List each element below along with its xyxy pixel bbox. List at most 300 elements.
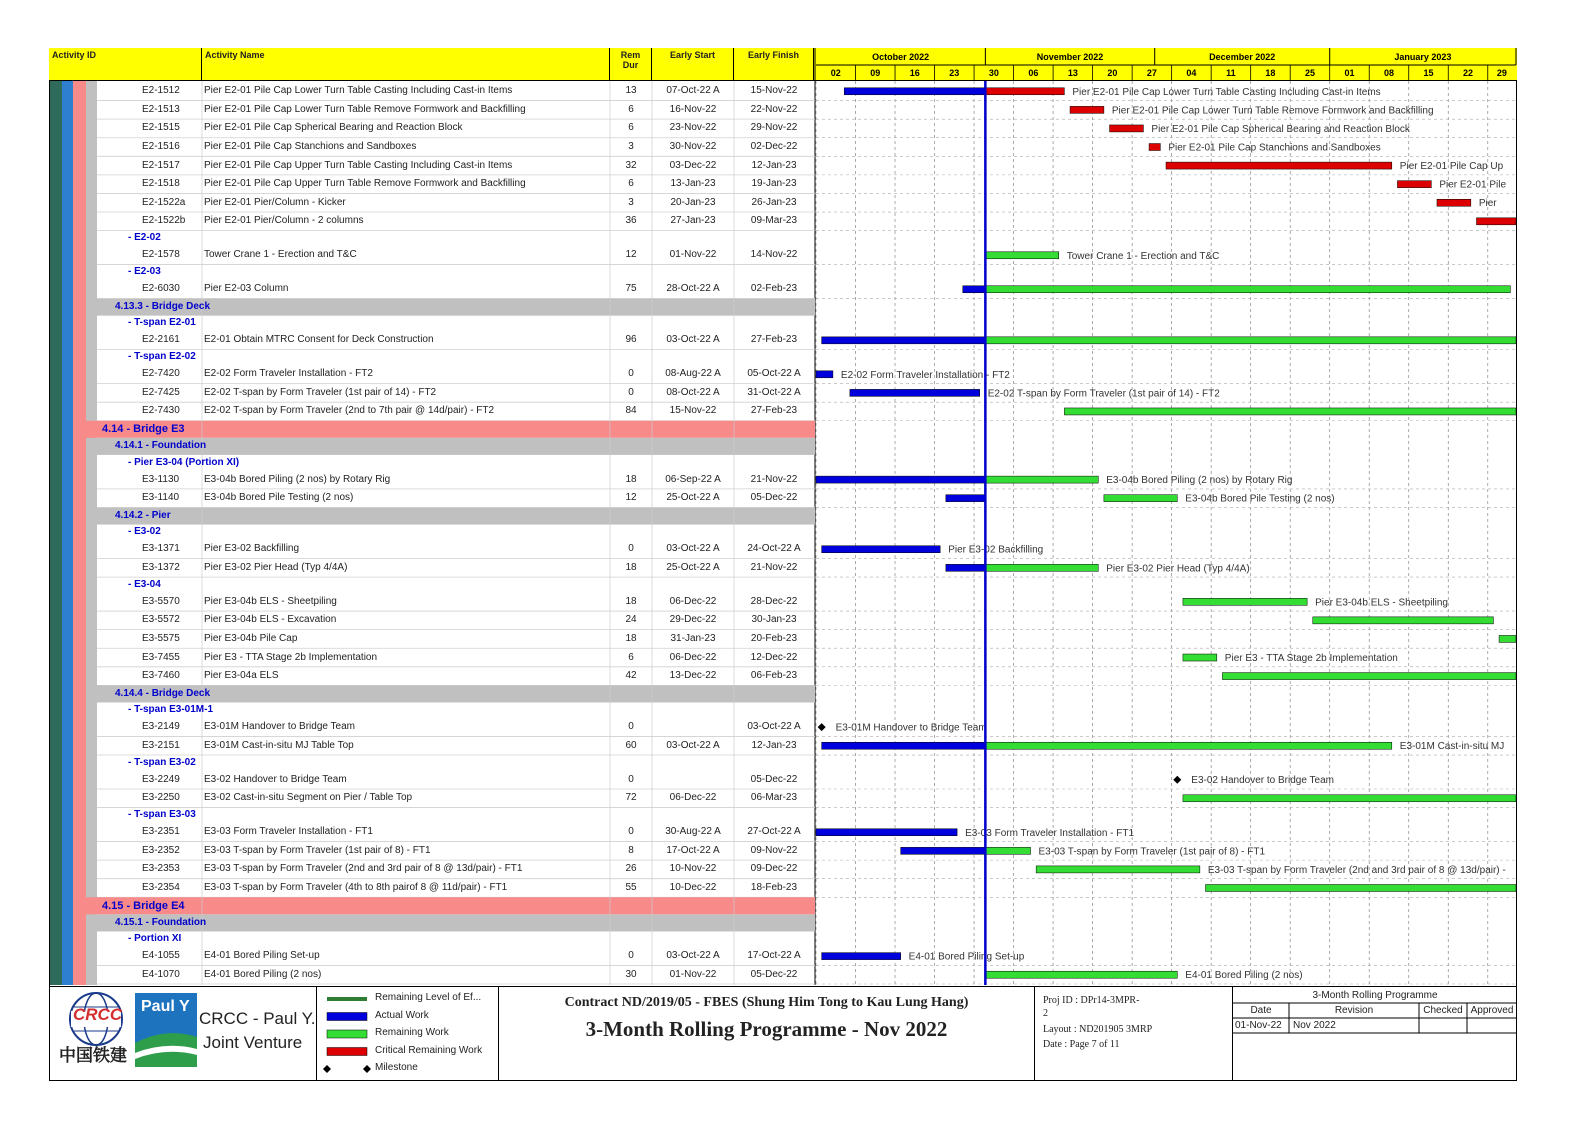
activity-id: E3-1140 <box>142 492 180 504</box>
actual-bar[interactable] <box>822 953 901 960</box>
activity-name: Pier E2-03 Column <box>204 283 289 295</box>
week-label: 01 <box>1344 68 1355 78</box>
early-start: 13-Dec-22 <box>669 670 717 682</box>
wbs-heading: 4.14 - Bridge E3 <box>102 423 185 436</box>
early-start: 06-Sep-22 A <box>665 473 721 485</box>
week-label: 08 <box>1383 68 1394 78</box>
month-label: December 2022 <box>1209 52 1276 62</box>
activity-name: Pier E2-01 Pile Cap Upper Turn Table Casting Including Cast-in Items <box>204 159 513 171</box>
activity-id: E2-1578 <box>142 249 180 261</box>
bar-label: E3-03 T-span by Form Traveler (1st pair of 8) - FT1 <box>1038 846 1266 858</box>
activity-name: E3-04b Bored Pile Testing (2 nos) <box>204 492 354 504</box>
proj-id-2: 2 <box>1043 1008 1048 1019</box>
early-finish: 24-Oct-22 A <box>747 543 801 555</box>
week-label: 22 <box>1463 68 1474 78</box>
week-label: 15 <box>1423 68 1434 78</box>
rem-dur: 32 <box>625 159 637 171</box>
actual-bar[interactable] <box>844 88 985 95</box>
wbs-strip-2 <box>62 81 73 985</box>
early-start: 01-Nov-22 <box>669 249 717 261</box>
week-label: 16 <box>909 68 920 78</box>
footer <box>49 986 1517 1081</box>
early-finish: 30-Jan-23 <box>751 614 797 626</box>
wbs-strip-3 <box>73 81 86 985</box>
wbs-subheading: 4.13.3 - Bridge Deck <box>115 301 211 313</box>
week-label: 20 <box>1107 68 1118 78</box>
activity-name: Pier E2-01 Pile Cap Spherical Bearing and Reaction Block <box>204 122 463 134</box>
company-name: CRCC - Paul Y. <box>199 1009 316 1028</box>
actual-bar[interactable] <box>946 564 986 571</box>
remaining-bar[interactable] <box>985 337 1516 344</box>
legend-milestone-swatch <box>363 1065 371 1073</box>
activity-name: Pier E2-01 Pile Cap Lower Turn Table Casting Including Cast-in Items <box>204 85 513 97</box>
company-name-2: Joint Venture <box>203 1033 303 1052</box>
milestone-marker[interactable] <box>818 723 826 731</box>
bar-label: Pier E3-04b ELS - Sheetpiling <box>1315 597 1448 609</box>
rev-header-revision: Revision <box>1334 1005 1374 1016</box>
bar-label: E4-01 Bored Piling Set-up <box>908 951 1025 963</box>
activity-name: Pier E3-04b Pile Cap <box>204 632 298 644</box>
month-label: November 2022 <box>1036 52 1104 62</box>
activity-id: E2-1512 <box>142 85 180 97</box>
early-start: 25-Oct-22 A <box>666 561 720 573</box>
week-label: 18 <box>1265 68 1276 78</box>
actual-bar[interactable] <box>901 847 986 854</box>
activity-name: E3-01M Handover to Bridge Team <box>204 721 356 733</box>
actual-bar[interactable] <box>963 286 986 293</box>
activity-id: E3-5572 <box>142 614 180 626</box>
wbs-group-label: - E2-02 <box>128 232 161 244</box>
activity-name: Pier E2-01 Pile Cap Upper Turn Table Remove Formwork and Backfilling <box>204 178 526 190</box>
wbs-group-label: - T-span E2-02 <box>128 351 196 363</box>
legend-critical-swatch <box>327 1048 367 1056</box>
activity-id: E2-2161 <box>142 334 180 346</box>
remaining-bar[interactable] <box>1036 866 1200 873</box>
activity-id: E4-1070 <box>142 968 180 980</box>
company-block <box>49 987 317 1081</box>
critical-bar[interactable] <box>1397 181 1431 188</box>
activity-name: E4-01 Bored Piling (2 nos) <box>204 968 322 980</box>
col-header-activity-id[interactable]: Activity ID <box>49 48 202 80</box>
early-finish: 18-Feb-23 <box>750 881 798 893</box>
proj-id: Proj ID : DPr14-3MPR- <box>1043 995 1140 1006</box>
activity-name: E4-01 Bored Piling Set-up <box>204 950 320 962</box>
col-header-rem-dur[interactable]: Rem Dur <box>610 48 652 80</box>
wbs-band-level1 <box>86 897 815 914</box>
activity-name: E3-03 T-span by Form Traveler (1st pair of 8) - FT1 <box>204 844 431 856</box>
wbs-subheading: 4.14.4 - Bridge Deck <box>115 687 211 699</box>
rem-dur: 60 <box>625 739 637 751</box>
wbs-strip-4 <box>86 81 97 985</box>
rem-dur: 18 <box>625 595 637 607</box>
date-page: Date : Page 7 of 11 <box>1043 1039 1120 1050</box>
activity-id: E3-5570 <box>142 595 180 607</box>
rem-dur: 0 <box>628 543 634 555</box>
remaining-bar[interactable] <box>1064 408 1516 415</box>
early-start: 03-Dec-22 <box>669 159 717 171</box>
early-start: 29-Dec-22 <box>669 614 717 626</box>
bar-label: Pier E3-02 Backfilling <box>948 544 1044 556</box>
critical-bar[interactable] <box>1110 125 1144 132</box>
activity-name: E2-02 Form Traveler Installation - FT2 <box>204 368 373 380</box>
remaining-bar[interactable] <box>985 476 1098 483</box>
early-finish: 09-Dec-22 <box>750 863 798 875</box>
rem-dur: 18 <box>625 561 637 573</box>
week-label: 04 <box>1186 68 1197 78</box>
early-start: 20-Jan-23 <box>670 196 716 208</box>
bar-label: E3-01M Cast-in-situ MJ <box>1399 741 1505 753</box>
activity-id: E4-1055 <box>142 950 180 962</box>
early-finish: 05-Dec-22 <box>750 492 798 504</box>
remaining-bar[interactable] <box>1313 617 1494 624</box>
critical-bar[interactable] <box>1070 106 1104 113</box>
activity-name: Pier E3-04a ELS <box>204 670 279 682</box>
bar-label: E3-02 Handover to Bridge Team <box>1191 775 1334 787</box>
week-label: 02 <box>830 68 841 78</box>
activity-name: Tower Crane 1 - Erection and T&C <box>204 249 357 261</box>
early-finish: 22-Nov-22 <box>750 103 798 115</box>
activity-id: E2-7430 <box>142 405 180 417</box>
project-info <box>1035 987 1233 1081</box>
activity-name: Pier E2-01 Pier/Column - 2 columns <box>204 215 364 227</box>
rem-dur: 0 <box>628 950 634 962</box>
early-start: 08-Oct-22 A <box>666 386 720 398</box>
remaining-bar[interactable] <box>985 286 1510 293</box>
activity-id: E3-2249 <box>142 773 180 785</box>
wbs-group-label: - T-span E3-03 <box>128 809 196 821</box>
early-start: 17-Oct-22 A <box>666 844 720 856</box>
legend-label-critical: Critical Remaining Work <box>375 1044 483 1056</box>
rem-dur: 42 <box>625 670 637 682</box>
title-block <box>499 987 1035 1081</box>
early-finish: 12-Jan-23 <box>751 159 797 171</box>
remaining-bar[interactable] <box>1104 495 1177 502</box>
rem-dur: 0 <box>628 386 634 398</box>
month-label: January 2023 <box>1394 52 1452 62</box>
activity-name: E3-02 Cast-in-situ Segment on Pier / Table Top <box>204 792 413 804</box>
rev-header-date: Date <box>1250 1005 1272 1016</box>
activity-id: E3-2250 <box>142 792 180 804</box>
contract-title: Contract ND/2019/05 - FBES (Shung Him Tong to Kau Lung Hang) <box>564 995 969 1010</box>
early-finish: 09-Mar-23 <box>750 215 798 227</box>
activity-id: E3-2352 <box>142 844 180 856</box>
rem-dur: 12 <box>625 249 637 261</box>
early-start: 23-Nov-22 <box>669 122 717 134</box>
crcc-logo-text: CRCC <box>73 1005 123 1024</box>
activity-id: E3-2151 <box>142 739 180 751</box>
bar-label: Pier E3 - TTA Stage 2b Implementation <box>1224 653 1398 665</box>
wbs-subheading: 4.14.1 - Foundation <box>115 440 207 452</box>
activity-name: E2-01 Obtain MTRC Consent for Deck Construction <box>204 334 434 346</box>
bar-label: E3-04b Bored Pile Testing (2 nos) <box>1185 493 1335 505</box>
legend-remaining-swatch <box>327 1030 367 1038</box>
bar-label: Pier E2-01 Pile Cap Stanchions and Sandboxes <box>1168 142 1381 154</box>
wbs-group-label: - Portion XI <box>128 933 182 945</box>
early-finish: 27-Feb-23 <box>750 405 798 417</box>
milestone-marker[interactable] <box>1173 776 1181 784</box>
activity-id: E3-2354 <box>142 881 180 893</box>
rem-dur: 55 <box>625 881 637 893</box>
critical-bar[interactable] <box>1166 162 1392 169</box>
wbs-group-label: - E3-02 <box>128 526 161 538</box>
early-finish: 05-Oct-22 A <box>747 368 801 380</box>
activity-name: E3-03 T-span by Form Traveler (2nd and 3rd pair of 8 @ 13d/pair) - FT1 <box>204 863 523 875</box>
early-finish: 17-Oct-22 A <box>747 950 801 962</box>
activity-name: E3-03 T-span by Form Traveler (4th to 8th pairof 8 @ 11d/pair) - FT1 <box>204 881 508 893</box>
early-start: 31-Jan-23 <box>670 632 716 644</box>
activity-id: E3-1372 <box>142 561 180 573</box>
remaining-bar[interactable] <box>985 971 1177 978</box>
crcc-chinese-name: 中国铁建 <box>59 1046 127 1066</box>
rem-dur: 24 <box>625 614 637 626</box>
rev-date: 01-Nov-22 <box>1235 1020 1282 1031</box>
early-start: 03-Oct-22 A <box>666 334 720 346</box>
actual-bar[interactable] <box>946 495 986 502</box>
rem-dur: 18 <box>625 632 637 644</box>
early-start: 10-Nov-22 <box>669 863 717 875</box>
remaining-bar[interactable] <box>1499 635 1516 642</box>
wbs-group-label: - E3-04 <box>128 578 161 590</box>
wbs-subheading: 4.15.1 - Foundation <box>115 916 207 928</box>
activity-id: E2-6030 <box>142 283 180 295</box>
week-label: 06 <box>1028 68 1039 78</box>
bar-label: E3-03 Form Traveler Installation - FT1 <box>965 827 1135 839</box>
activity-name: Pier E2-01 Pile Cap Stanchions and Sandboxes <box>204 141 417 153</box>
wbs-band-level1 <box>86 421 815 438</box>
activity-id: E3-2351 <box>142 826 180 838</box>
early-finish: 05-Dec-22 <box>750 773 798 785</box>
legend-milestone-swatch <box>323 1065 331 1073</box>
rev-header-checked: Checked <box>1423 1005 1463 1016</box>
week-label: 23 <box>949 68 960 78</box>
activity-id: E2-7420 <box>142 368 180 380</box>
bar-label: E4-01 Bored Piling (2 nos) <box>1185 970 1303 982</box>
rem-dur: 0 <box>628 721 634 733</box>
bar-label: Pier <box>1478 198 1497 210</box>
early-start: 30-Nov-22 <box>669 141 717 153</box>
week-label: 13 <box>1067 68 1078 78</box>
activity-id: E3-2149 <box>142 721 180 733</box>
rem-dur: 6 <box>628 651 634 663</box>
rem-dur: 75 <box>625 283 637 295</box>
actual-bar[interactable] <box>822 337 986 344</box>
rem-dur: 13 <box>625 85 637 97</box>
early-finish: 27-Feb-23 <box>750 334 798 346</box>
bar-label: Pier E2-01 Pile Cap Lower Turn Table Casting Including Cast-in Items <box>1072 86 1381 98</box>
wbs-band-level2 <box>97 507 815 524</box>
early-finish: 19-Jan-23 <box>751 178 797 190</box>
legend-label-remaining: Remaining Work <box>375 1027 449 1038</box>
legend <box>317 987 499 1081</box>
remaining-bar[interactable] <box>1183 654 1217 661</box>
rem-dur: 6 <box>628 103 634 115</box>
bar-label: Pier E2-01 Pile Cap Lower Turn Table Remove Formwork and Backfilling <box>1111 105 1434 117</box>
early-start: 15-Nov-22 <box>669 405 717 417</box>
actual-bar[interactable] <box>822 546 941 553</box>
early-finish: 12-Jan-23 <box>751 739 797 751</box>
legend-label-level: Remaining Level of Ef... <box>375 992 482 1003</box>
activity-name: E3-03 Form Traveler Installation - FT1 <box>204 826 373 838</box>
rem-dur: 84 <box>625 405 637 417</box>
rev-header-approved: Approved <box>1470 1005 1514 1016</box>
wbs-group-label: - Pier E3-04 (Portion XI) <box>128 456 240 468</box>
early-finish: 31-Oct-22 A <box>747 386 801 398</box>
activity-id: E3-2353 <box>142 863 180 875</box>
wbs-strip-1 <box>50 81 62 985</box>
rem-dur: 0 <box>628 368 634 380</box>
early-finish: 05-Dec-22 <box>750 968 798 980</box>
legend-actual-swatch <box>327 1013 367 1021</box>
actual-bar[interactable] <box>822 742 986 749</box>
bar-label: Pier E2-01 Pile Cap Spherical Bearing and Reaction Block <box>1151 123 1410 135</box>
activity-name: E3-04b Bored Piling (2 nos) by Rotary Rig <box>204 473 391 485</box>
activity-id: E3-7455 <box>142 651 180 663</box>
early-finish: 21-Nov-22 <box>750 473 798 485</box>
col-header-early-start[interactable]: Early Start <box>652 48 734 80</box>
remaining-bar[interactable] <box>985 252 1058 259</box>
remaining-bar[interactable] <box>1183 598 1307 605</box>
remaining-bar[interactable] <box>1206 884 1516 891</box>
rem-dur: 3 <box>628 196 634 208</box>
wbs-group-label: - T-span E2-01 <box>128 317 196 329</box>
activity-id: E2-1522a <box>142 196 186 208</box>
early-finish: 14-Nov-22 <box>750 249 798 261</box>
remaining-bar[interactable] <box>1222 673 1516 680</box>
programme-title: 3-Month Rolling Programme - Nov 2022 <box>585 1017 948 1041</box>
bar-label: Tower Crane 1 - Erection and T&C <box>1066 250 1220 262</box>
activity-name: Pier E3-02 Pier Head (Typ 4/4A) <box>204 561 348 573</box>
rem-dur: 30 <box>625 968 637 980</box>
early-start: 27-Jan-23 <box>670 215 716 227</box>
early-start: 16-Nov-22 <box>669 103 717 115</box>
critical-bar[interactable] <box>1149 144 1160 151</box>
rem-dur: 6 <box>628 178 634 190</box>
activity-id: E2-1518 <box>142 178 180 190</box>
activity-name: E3-02 Handover to Bridge Team <box>204 773 347 785</box>
rev-revision: Nov 2022 <box>1293 1020 1336 1031</box>
wbs-group-label: - T-span E3-01M-1 <box>128 704 214 716</box>
early-finish: 27-Oct-22 A <box>747 826 801 838</box>
revision-table <box>1233 987 1517 1081</box>
early-finish: 29-Nov-22 <box>750 122 798 134</box>
early-finish: 12-Dec-22 <box>750 651 798 663</box>
early-start: 13-Jan-23 <box>670 178 716 190</box>
actual-bar[interactable] <box>850 389 980 396</box>
remaining-bar[interactable] <box>985 564 1098 571</box>
early-start: 28-Oct-22 A <box>666 283 720 295</box>
activity-id: E3-1130 <box>142 473 180 485</box>
rem-dur: 3 <box>628 141 634 153</box>
col-header-activity-name[interactable]: Activity Name <box>202 48 610 80</box>
bar-label: E3-03 T-span by Form Traveler (2nd and 3rd pair of 8 @ 13d/pair) - <box>1207 864 1506 876</box>
rem-dur: 6 <box>628 122 634 134</box>
activity-name: E2-02 T-span by Form Traveler (1st pair of 14) - FT2 <box>204 386 437 398</box>
activity-name: Pier E3-04b ELS - Sheetpiling <box>204 595 337 607</box>
bar-label: E3-04b Bored Piling (2 nos) by Rotary Rig <box>1106 475 1293 487</box>
activity-id: E2-1517 <box>142 159 180 171</box>
activity-id: E2-1522b <box>142 215 186 227</box>
actual-bar[interactable] <box>816 476 985 483</box>
rem-dur: 96 <box>625 334 637 346</box>
month-label: October 2022 <box>872 52 930 62</box>
rem-dur: 0 <box>628 773 634 785</box>
rem-dur: 12 <box>625 492 637 504</box>
rem-dur: 8 <box>628 844 634 856</box>
early-finish: 06-Mar-23 <box>750 792 798 804</box>
early-start: 03-Oct-22 A <box>666 739 720 751</box>
bar-label: E2-02 Form Traveler Installation - FT2 <box>840 369 1010 381</box>
remaining-bar[interactable] <box>985 847 1030 854</box>
bar-label: Pier E2-01 Pile <box>1439 179 1507 191</box>
rem-dur: 36 <box>625 215 637 227</box>
bar-label: E3-01M Handover to Bridge Team <box>835 722 987 734</box>
early-finish: 02-Dec-22 <box>750 141 798 153</box>
actual-bar[interactable] <box>816 829 957 836</box>
activity-id: E2-7425 <box>142 386 180 398</box>
actual-bar[interactable] <box>816 371 833 378</box>
rem-dur: 0 <box>628 826 634 838</box>
legend-label-milestone: Milestone <box>375 1062 418 1073</box>
remaining-bar[interactable] <box>985 742 1391 749</box>
early-finish: 15-Nov-22 <box>750 85 798 97</box>
wbs-heading: 4.15 - Bridge E4 <box>102 899 185 912</box>
critical-bar[interactable] <box>1437 199 1471 206</box>
week-label: 27 <box>1146 68 1157 78</box>
activity-id: E2-1515 <box>142 122 180 134</box>
wbs-subheading: 4.14.2 - Pier <box>115 510 171 521</box>
early-finish: 21-Nov-22 <box>750 561 798 573</box>
early-finish: 28-Dec-22 <box>750 595 798 607</box>
activity-id: E2-1516 <box>142 141 180 153</box>
critical-bar[interactable] <box>985 88 1064 95</box>
remaining-bar[interactable] <box>1183 795 1516 802</box>
week-label: 11 <box>1226 68 1236 78</box>
early-start: 08-Aug-22 A <box>665 368 721 380</box>
early-start: 25-Oct-22 A <box>666 492 720 504</box>
early-start: 06-Dec-22 <box>669 595 717 607</box>
bar-label: E2-02 T-span by Form Traveler (1st pair of 14) - FT2 <box>987 388 1220 400</box>
bar-label: Pier E3-02 Pier Head (Typ 4/4A) <box>1106 563 1250 575</box>
activity-name: E2-02 T-span by Form Traveler (2nd to 7th pair @ 14d/pair) - FT2 <box>204 405 495 417</box>
col-header-early-finish[interactable]: Early Finish <box>734 48 814 80</box>
pauly-logo-text: Paul Y <box>141 998 190 1015</box>
early-finish: 20-Feb-23 <box>750 632 798 644</box>
rem-dur: 18 <box>625 473 637 485</box>
activity-name: Pier E3-02 Backfilling <box>204 543 300 555</box>
activity-id: E3-1371 <box>142 543 180 555</box>
legend-level-swatch <box>327 997 367 1001</box>
early-start: 03-Oct-22 A <box>666 543 720 555</box>
week-label: 30 <box>988 68 999 78</box>
early-finish: 06-Feb-23 <box>750 670 798 682</box>
early-start: 10-Dec-22 <box>669 881 717 893</box>
rem-dur: 26 <box>625 863 637 875</box>
activity-id: E2-1513 <box>142 103 180 115</box>
activity-id: E3-7460 <box>142 670 180 682</box>
early-start: 06-Dec-22 <box>669 651 717 663</box>
week-label: 25 <box>1304 68 1315 78</box>
revision-title: 3-Month Rolling Programme <box>1312 990 1438 1001</box>
activity-name: Pier E2-01 Pier/Column - Kicker <box>204 196 346 208</box>
activity-name: Pier E3 - TTA Stage 2b Implementation <box>204 651 378 663</box>
wbs-group-label: - T-span E3-02 <box>128 756 196 768</box>
legend-label-actual: Actual Work <box>375 1009 429 1021</box>
critical-bar[interactable] <box>1476 218 1516 225</box>
bar-label: Pier E2-01 Pile Cap Up <box>1399 161 1504 173</box>
activity-name: Pier E3-04b ELS - Excavation <box>204 614 337 626</box>
layout-name: Layout : ND201905 3MRP <box>1043 1024 1153 1035</box>
early-start: 03-Oct-22 A <box>666 950 720 962</box>
